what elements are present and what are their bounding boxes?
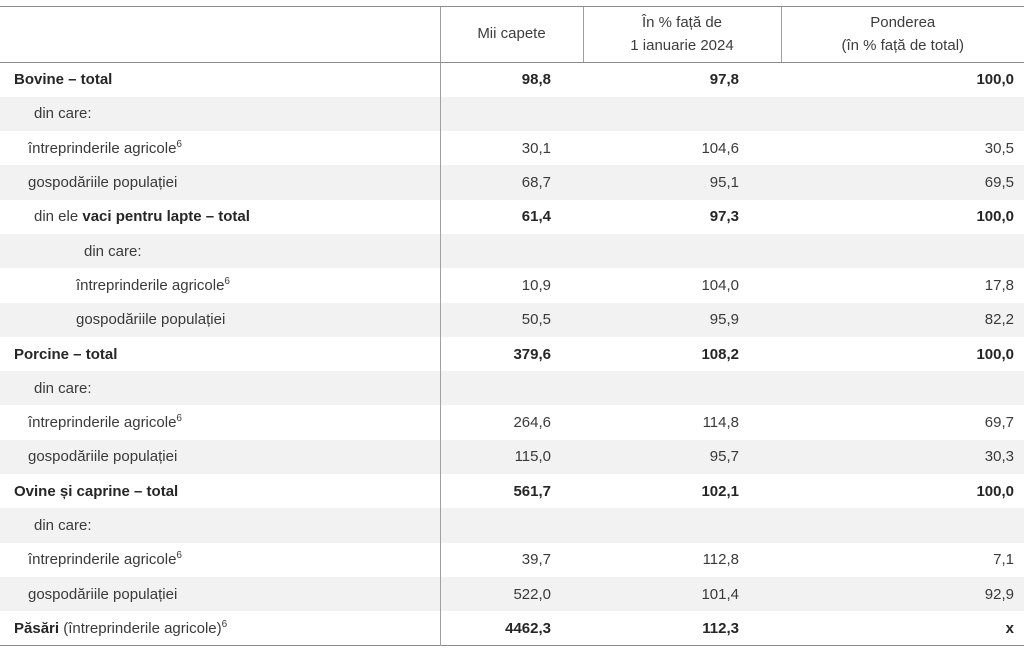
row-label: din care: <box>0 97 440 131</box>
value-ponderea: 30,3 <box>781 440 1024 474</box>
value-percent-vs-january: 95,7 <box>583 440 781 474</box>
value-percent-vs-january <box>583 371 781 405</box>
header-ponderea-line2: (în % față de total) <box>841 36 965 54</box>
row-label: din care: <box>0 234 440 268</box>
value-mii-capete: 522,0 <box>440 577 583 611</box>
value-ponderea <box>781 97 1024 131</box>
row-label: Ovine și caprine – total <box>14 482 179 500</box>
table-row <box>0 97 1024 131</box>
value-percent-vs-january: 97,3 <box>709 208 739 226</box>
value-percent-vs-january: 104,0 <box>701 276 739 294</box>
value-percent-vs-january <box>583 234 781 268</box>
table-row <box>0 405 1024 439</box>
value-ponderea: 82,2 <box>781 303 1024 337</box>
header-label-column <box>0 7 440 63</box>
value-percent-vs-january: 112,8 <box>702 551 739 569</box>
value-percent-vs-january: 102,1 <box>701 482 739 500</box>
table-row <box>0 200 1024 234</box>
value-ponderea: 100,0 <box>976 208 1014 226</box>
row-label: gospodăriile populației <box>0 440 440 474</box>
value-mii-capete: 264,6 <box>440 405 583 439</box>
value-percent-vs-january: 114,8 <box>702 414 739 432</box>
header-mii-capete <box>440 7 583 63</box>
value-mii-capete: 379,6 <box>440 337 583 371</box>
value-ponderea: 69,7 <box>984 414 1014 432</box>
table-row <box>0 303 1024 337</box>
table-body <box>0 63 1024 646</box>
table-header <box>0 7 1024 63</box>
row-label: din care: <box>0 508 440 542</box>
table-row <box>0 131 1024 165</box>
value-ponderea <box>781 371 1024 405</box>
row-label: gospodăriile populației <box>0 577 440 611</box>
table-row <box>0 165 1024 199</box>
value-percent-vs-january <box>583 97 781 131</box>
row-label: din care: <box>0 371 440 405</box>
value-percent-vs-january: 95,1 <box>583 165 781 199</box>
header-ponderea-line1: Ponderea <box>870 14 936 31</box>
row-label: gospodăriile populației <box>0 165 440 199</box>
row-label: întreprinderile agricole$^6$ <box>28 138 182 157</box>
table-row <box>0 440 1024 474</box>
header-mii-capete-line1: Mii capete <box>477 25 546 43</box>
row-label: Bovine – total <box>14 71 113 89</box>
value-ponderea: 30,5 <box>984 139 1014 157</box>
table-row <box>0 63 1024 97</box>
table-row <box>0 543 1024 577</box>
value-mii-capete: 39,7 <box>440 543 583 577</box>
value-percent-vs-january: 112,3 <box>702 619 739 637</box>
value-mii-capete: 50,5 <box>440 303 583 337</box>
value-mii-capete: 30,1 <box>440 131 583 165</box>
value-mii-capete <box>440 234 583 268</box>
row-label: întreprinderile agricole$^6$ <box>28 413 182 432</box>
table-row <box>0 337 1024 371</box>
value-mii-capete: 10,9 <box>440 268 583 302</box>
value-mii-capete: 98,8 <box>440 63 583 97</box>
table-row <box>0 577 1024 611</box>
row-label: întreprinderile agricole$^6$ <box>76 275 230 294</box>
row-label: întreprinderile agricole$^6$ <box>28 550 182 569</box>
value-mii-capete: 561,7 <box>440 474 583 508</box>
value-mii-capete <box>440 371 583 405</box>
table-row <box>0 268 1024 302</box>
value-ponderea: x <box>1005 619 1014 637</box>
header-ponderea <box>781 7 1024 63</box>
row-label: Porcine – total <box>14 345 118 363</box>
value-ponderea: 17,8 <box>984 276 1014 294</box>
header-percent-line2: 1 ianuarie 2024 <box>630 36 734 54</box>
value-ponderea: 7,1 <box>993 551 1014 569</box>
value-percent-vs-january: 97,8 <box>709 71 739 89</box>
livestock-table <box>0 6 1024 646</box>
row-label: Păsări (întreprinderile agricole)$^6$ <box>14 618 228 637</box>
row-label: din ele vaci pentru lapte – total <box>34 208 250 226</box>
value-percent-vs-january: 101,4 <box>583 577 781 611</box>
value-percent-vs-january: 108,2 <box>701 345 739 363</box>
value-ponderea: 100,0 <box>976 345 1014 363</box>
row-label: gospodăriile populației <box>0 303 440 337</box>
header-percent-vs-january <box>583 7 781 63</box>
value-mii-capete: 61,4 <box>440 200 583 234</box>
value-mii-capete: 68,7 <box>440 165 583 199</box>
value-percent-vs-january: 95,9 <box>583 303 781 337</box>
value-ponderea: 69,5 <box>781 165 1024 199</box>
header-percent-line1: În % față de <box>641 14 723 31</box>
value-percent-vs-january: 104,6 <box>701 139 739 157</box>
value-mii-capete: 4462,3 <box>440 611 583 645</box>
table-row <box>0 611 1024 645</box>
value-ponderea: 100,0 <box>976 482 1014 500</box>
value-mii-capete: 115,0 <box>440 440 583 474</box>
table-row <box>0 474 1024 508</box>
table-row <box>0 508 1024 542</box>
table-row <box>0 234 1024 268</box>
value-percent-vs-january <box>583 508 781 542</box>
value-ponderea <box>781 508 1024 542</box>
value-mii-capete <box>440 97 583 131</box>
value-ponderea: 92,9 <box>781 577 1024 611</box>
value-ponderea: 100,0 <box>976 71 1014 89</box>
value-mii-capete <box>440 508 583 542</box>
table-row <box>0 371 1024 405</box>
value-ponderea <box>781 234 1024 268</box>
